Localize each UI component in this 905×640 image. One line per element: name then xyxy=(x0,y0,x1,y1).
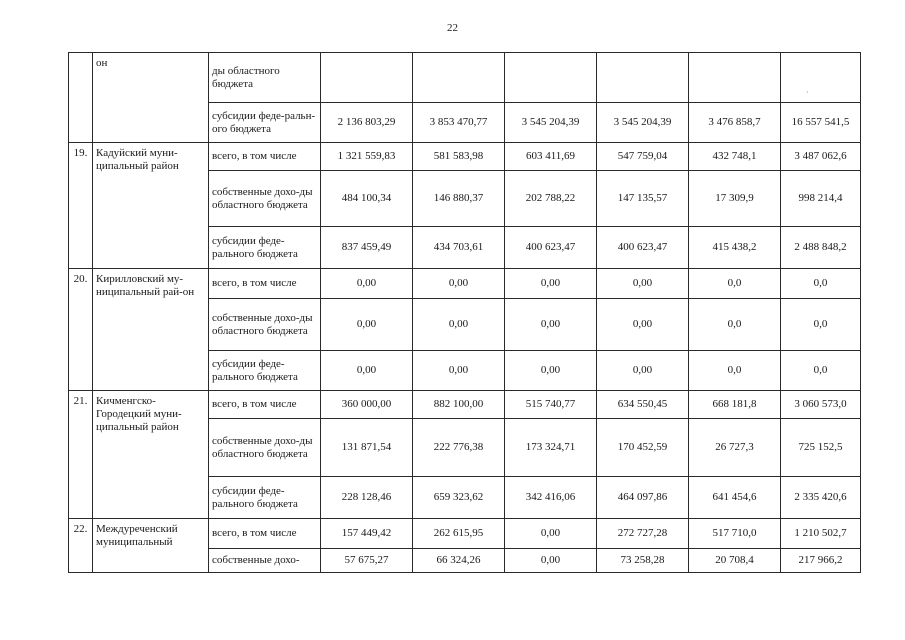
value-cell: 400 623,47 xyxy=(597,227,689,269)
value-cell: 634 550,45 xyxy=(597,391,689,419)
budget-type: всего, в том числе xyxy=(209,519,321,549)
row-index xyxy=(69,53,93,143)
value-cell: 0,0 xyxy=(781,299,861,351)
row-index: 20. xyxy=(69,269,93,391)
value-cell: 26 727,3 xyxy=(689,419,781,477)
value-cell: 547 759,04 xyxy=(597,143,689,171)
budget-type: собственные дохо- xyxy=(209,549,321,573)
budget-type: субсидии феде-рального бюджета xyxy=(209,351,321,391)
value-cell: 147 135,57 xyxy=(597,171,689,227)
value-cell: 0,0 xyxy=(781,269,861,299)
value-cell: 517 710,0 xyxy=(689,519,781,549)
value-cell: 0,00 xyxy=(505,299,597,351)
value-cell: 464 097,86 xyxy=(597,477,689,519)
value-cell: 131 871,54 xyxy=(321,419,413,477)
table-row xyxy=(69,519,861,549)
value-cell: 20 708,4 xyxy=(689,549,781,573)
municipality-name: Междуреченский муниципальный xyxy=(93,519,209,573)
value-cell: 3 487 062,6 xyxy=(781,143,861,171)
value-cell: 0,00 xyxy=(505,269,597,299)
value-cell: 173 324,71 xyxy=(505,419,597,477)
value-cell: 432 748,1 xyxy=(689,143,781,171)
value-cell: 228 128,46 xyxy=(321,477,413,519)
value-cell: 0,0 xyxy=(689,269,781,299)
value-cell: 0,00 xyxy=(505,351,597,391)
value-cell: 0,0 xyxy=(689,299,781,351)
municipality-name: Кирилловский му-ниципальный рай-он xyxy=(93,269,209,391)
value-cell: 202 788,22 xyxy=(505,171,597,227)
scan-mark: · xyxy=(806,88,809,97)
value-cell: 1 210 502,7 xyxy=(781,519,861,549)
table-row xyxy=(69,269,861,299)
value-cell: 66 324,26 xyxy=(413,549,505,573)
budget-type: всего, в том числе xyxy=(209,143,321,171)
value-cell: 0,00 xyxy=(321,351,413,391)
value-cell: 17 309,9 xyxy=(689,171,781,227)
value-cell: 484 100,34 xyxy=(321,171,413,227)
value-cell: 16 557 541,5 xyxy=(781,103,861,143)
value-cell: 515 740,77 xyxy=(505,391,597,419)
budget-type: собственные дохо-ды областного бюджета xyxy=(209,299,321,351)
value-cell: 0,00 xyxy=(505,549,597,573)
value-cell: 0,00 xyxy=(321,269,413,299)
value-cell: 2 335 420,6 xyxy=(781,477,861,519)
budget-type: собственные дохо-ды областного бюджета xyxy=(209,419,321,477)
value-cell: 0,0 xyxy=(689,351,781,391)
value-cell xyxy=(321,53,413,103)
value-cell: 222 776,38 xyxy=(413,419,505,477)
value-cell: 3 060 573,0 xyxy=(781,391,861,419)
value-cell: 73 258,28 xyxy=(597,549,689,573)
table-row xyxy=(69,143,861,171)
value-cell: 3 545 204,39 xyxy=(597,103,689,143)
budget-table xyxy=(68,52,861,573)
value-cell: 668 181,8 xyxy=(689,391,781,419)
value-cell: 342 416,06 xyxy=(505,477,597,519)
value-cell: 0,00 xyxy=(413,351,505,391)
value-cell: 0,00 xyxy=(413,269,505,299)
value-cell: 725 152,5 xyxy=(781,419,861,477)
value-cell: 2 488 848,2 xyxy=(781,227,861,269)
value-cell: 659 323,62 xyxy=(413,477,505,519)
value-cell: 1 321 559,83 xyxy=(321,143,413,171)
value-cell: 0,00 xyxy=(321,299,413,351)
value-cell: 146 880,37 xyxy=(413,171,505,227)
budget-type: субсидии феде-рального бюджета xyxy=(209,103,321,143)
value-cell xyxy=(689,53,781,103)
budget-type: субсидии феде-рального бюджета xyxy=(209,477,321,519)
value-cell: 641 454,6 xyxy=(689,477,781,519)
value-cell: 581 583,98 xyxy=(413,143,505,171)
value-cell xyxy=(781,53,861,103)
budget-type: всего, в том числе xyxy=(209,391,321,419)
table-row xyxy=(69,53,861,103)
value-cell: 3 853 470,77 xyxy=(413,103,505,143)
value-cell: 3 545 204,39 xyxy=(505,103,597,143)
value-cell: 157 449,42 xyxy=(321,519,413,549)
value-cell: 170 452,59 xyxy=(597,419,689,477)
value-cell xyxy=(413,53,505,103)
value-cell: 603 411,69 xyxy=(505,143,597,171)
value-cell: 0,00 xyxy=(413,299,505,351)
value-cell: 0,00 xyxy=(597,351,689,391)
page-number: 22 xyxy=(447,22,458,34)
value-cell: 400 623,47 xyxy=(505,227,597,269)
value-cell: 0,00 xyxy=(597,299,689,351)
value-cell: 217 966,2 xyxy=(781,549,861,573)
budget-type: субсидии феде-рального бюджета xyxy=(209,227,321,269)
budget-type: всего, в том числе xyxy=(209,269,321,299)
value-cell: 3 476 858,7 xyxy=(689,103,781,143)
value-cell: 998 214,4 xyxy=(781,171,861,227)
row-index: 19. xyxy=(69,143,93,269)
budget-type: собственные дохо-ды областного бюджета xyxy=(209,171,321,227)
municipality-name: он xyxy=(93,53,209,143)
value-cell: 262 615,95 xyxy=(413,519,505,549)
municipality-name: Кичменгско-Городецкий муни-ципальный район xyxy=(93,391,209,519)
value-cell: 272 727,28 xyxy=(597,519,689,549)
value-cell: 434 703,61 xyxy=(413,227,505,269)
value-cell xyxy=(597,53,689,103)
value-cell: 2 136 803,29 xyxy=(321,103,413,143)
value-cell: 837 459,49 xyxy=(321,227,413,269)
value-cell xyxy=(505,53,597,103)
value-cell: 57 675,27 xyxy=(321,549,413,573)
value-cell: 0,00 xyxy=(597,269,689,299)
value-cell: 415 438,2 xyxy=(689,227,781,269)
budget-type: ды областного бюджета xyxy=(209,53,321,103)
row-index: 21. xyxy=(69,391,93,519)
municipality-name: Кадуйский муни-ципальный район xyxy=(93,143,209,269)
row-index: 22. xyxy=(69,519,93,573)
value-cell: 882 100,00 xyxy=(413,391,505,419)
value-cell: 0,0 xyxy=(781,351,861,391)
value-cell: 360 000,00 xyxy=(321,391,413,419)
table-row xyxy=(69,391,861,419)
value-cell: 0,00 xyxy=(505,519,597,549)
